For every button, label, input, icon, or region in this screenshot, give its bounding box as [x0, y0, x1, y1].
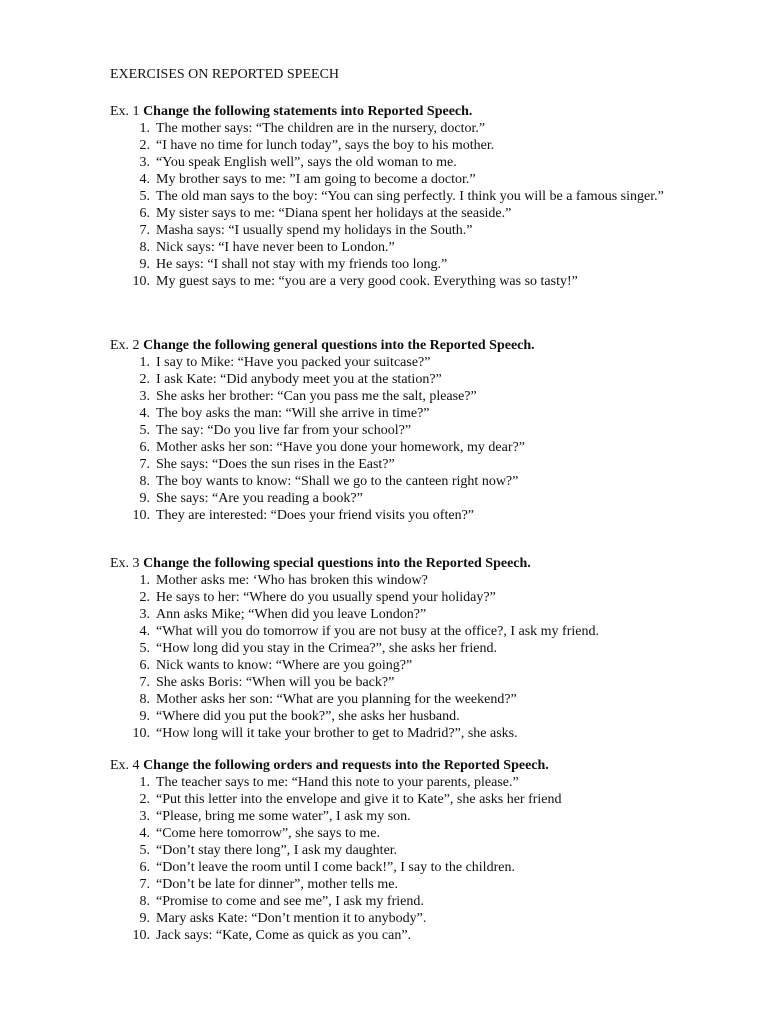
item-number: 4. — [139, 406, 150, 421]
item-number: 5. — [139, 189, 150, 204]
item-text: My guest says to me: “you are a very good cook. Everything was so tasty!” — [156, 274, 578, 289]
item-number: 1. — [139, 775, 150, 790]
item-number: 1. — [139, 573, 150, 588]
item-number: 4. — [139, 826, 150, 841]
list-item — [110, 606, 710, 623]
item-number: 3. — [139, 389, 150, 404]
item-text: “Don’t leave the room until I come back!”, I say to the children. — [156, 860, 515, 875]
item-number: 3. — [139, 607, 150, 622]
exercise-instruction: Change the following special questions into the Reported Speech. — [143, 556, 531, 571]
item-text: The boy wants to know: “Shall we go to the canteen right now?” — [156, 474, 519, 489]
list-item — [110, 456, 710, 473]
exercise-4-heading — [110, 757, 549, 774]
item-number: 3. — [139, 809, 150, 824]
item-text: The old man says to the boy: “You can sing perfectly. I think you will be a famous singer.” — [156, 189, 664, 204]
item-text: I say to Mike: “Have you packed your suitcase?” — [156, 355, 431, 370]
exercise-instruction: Change the following orders and requests into the Reported Speech. — [143, 758, 549, 773]
list-item — [110, 808, 710, 825]
exercise-label: Ex. 4 — [110, 758, 144, 773]
list-item — [110, 120, 710, 137]
list-item — [110, 154, 710, 171]
list-item — [110, 188, 710, 205]
item-number: 6. — [139, 440, 150, 455]
item-number: 7. — [139, 223, 150, 238]
item-number: 4. — [139, 172, 150, 187]
list-item — [110, 657, 710, 674]
exercise-2-heading — [110, 337, 535, 354]
item-text: The teacher says to me: “Hand this note to your parents, please.” — [156, 775, 519, 790]
exercise-1-list — [110, 120, 710, 290]
item-number: 7. — [139, 877, 150, 892]
exercise-1-heading — [110, 103, 472, 120]
list-item — [110, 640, 710, 657]
item-text: “Put this letter into the envelope and give it to Kate”, she asks her friend — [156, 792, 562, 807]
item-text: Nick says: “I have never been to London.” — [156, 240, 395, 255]
item-number: 9. — [139, 491, 150, 506]
item-number: 8. — [139, 240, 150, 255]
item-text: “Promise to come and see me”, I ask my friend. — [156, 894, 424, 909]
item-number: 5. — [139, 423, 150, 438]
list-item — [110, 239, 710, 256]
list-item — [110, 842, 710, 859]
item-number: 4. — [139, 624, 150, 639]
list-item — [110, 589, 710, 606]
list-item — [110, 893, 710, 910]
list-item — [110, 473, 710, 490]
list-item — [110, 507, 710, 524]
item-text: He says to her: “Where do you usually spend your holiday?” — [156, 590, 496, 605]
item-number: 10. — [132, 274, 150, 289]
list-item — [110, 490, 710, 507]
list-item — [110, 791, 710, 808]
list-item — [110, 774, 710, 791]
list-item — [110, 422, 710, 439]
item-text: “Don’t stay there long”, I ask my daughter. — [156, 843, 398, 858]
item-text: “Come here tomorrow”, she says to me. — [156, 826, 380, 841]
item-text: “Where did you put the book?”, she asks her husband. — [156, 709, 460, 724]
item-number: 10. — [132, 928, 150, 943]
item-text: “How long will it take your brother to get to Madrid?”, she asks. — [156, 726, 518, 741]
item-number: 5. — [139, 641, 150, 656]
list-item — [110, 927, 710, 944]
item-text: Mother asks her son: “Have you done your homework, my dear?” — [156, 440, 525, 455]
list-item — [110, 273, 710, 290]
item-text: Mother asks her son: “What are you planning for the weekend?” — [156, 692, 517, 707]
item-number: 9. — [139, 257, 150, 272]
item-text: Ann asks Mike; “When did you leave London?” — [156, 607, 427, 622]
item-text: Jack says: “Kate, Come as quick as you can”. — [156, 928, 412, 943]
item-text: She says: “Are you reading a book?” — [156, 491, 363, 506]
item-text: “You speak English well”, says the old woman to me. — [156, 155, 457, 170]
list-item — [110, 572, 710, 589]
item-text: Mary asks Kate: “Don’t mention it to anybody”. — [156, 911, 427, 926]
item-number: 9. — [139, 911, 150, 926]
item-number: 2. — [139, 372, 150, 387]
item-text: “I have no time for lunch today”, says the boy to his mother. — [156, 138, 495, 153]
item-number: 6. — [139, 206, 150, 221]
exercise-3-list — [110, 572, 710, 742]
item-text: She asks Boris: “When will you be back?” — [156, 675, 395, 690]
item-number: 10. — [132, 508, 150, 523]
item-text: “Don’t be late for dinner”, mother tells me. — [156, 877, 398, 892]
exercise-instruction: Change the following general questions into the Reported Speech. — [143, 338, 535, 353]
list-item — [110, 137, 710, 154]
exercise-label: Ex. 2 — [110, 338, 144, 353]
item-text: The mother says: “The children are in the nursery, doctor.” — [156, 121, 486, 136]
item-text: Nick wants to know: “Where are you going?” — [156, 658, 413, 673]
item-text: “What will you do tomorrow if you are not busy at the office?, I ask my friend. — [156, 624, 599, 639]
list-item — [110, 674, 710, 691]
item-text: My brother says to me: ”I am going to become a doctor.” — [156, 172, 476, 187]
item-text: The boy asks the man: “Will she arrive in time?” — [156, 406, 430, 421]
item-text: Masha says: “I usually spend my holidays in the South.” — [156, 223, 473, 238]
list-item — [110, 825, 710, 842]
list-item — [110, 171, 710, 188]
list-item — [110, 910, 710, 927]
exercise-3-heading — [110, 555, 531, 572]
list-item — [110, 859, 710, 876]
list-item — [110, 371, 710, 388]
item-number: 2. — [139, 792, 150, 807]
list-item — [110, 876, 710, 893]
item-number: 5. — [139, 843, 150, 858]
item-number: 8. — [139, 692, 150, 707]
exercise-instruction: Change the following statements into Reported Speech. — [143, 104, 473, 119]
list-item — [110, 388, 710, 405]
item-number: 1. — [139, 355, 150, 370]
item-text: I ask Kate: “Did anybody meet you at the station?” — [156, 372, 442, 387]
item-number: 8. — [139, 474, 150, 489]
exercise-label: Ex. 3 — [110, 556, 144, 571]
list-item — [110, 623, 710, 640]
item-text: She asks her brother: “Can you pass me the salt, please?” — [156, 389, 477, 404]
item-text: “Please, bring me some water”, I ask my son. — [156, 809, 411, 824]
item-text: They are interested: “Does your friend visits you often?” — [156, 508, 475, 523]
item-number: 2. — [139, 590, 150, 605]
item-number: 6. — [139, 860, 150, 875]
item-text: He says: “I shall not stay with my friends too long.” — [156, 257, 448, 272]
item-number: 1. — [139, 121, 150, 136]
item-text: My sister says to me: “Diana spent her holidays at the seaside.” — [156, 206, 512, 221]
item-text: The say: “Do you live far from your school?” — [156, 423, 412, 438]
item-number: 6. — [139, 658, 150, 673]
item-number: 7. — [139, 675, 150, 690]
list-item — [110, 222, 710, 239]
item-number: 2. — [139, 138, 150, 153]
list-item — [110, 725, 710, 742]
item-text: She says: “Does the sun rises in the East?” — [156, 457, 395, 472]
list-item — [110, 256, 710, 273]
item-text: “How long did you stay in the Crimea?”, she asks her friend. — [156, 641, 497, 656]
item-number: 7. — [139, 457, 150, 472]
list-item — [110, 691, 710, 708]
list-item — [110, 205, 710, 222]
exercise-4-list — [110, 774, 710, 944]
item-number: 10. — [132, 726, 150, 741]
list-item — [110, 708, 710, 725]
exercise-2-list — [110, 354, 710, 524]
item-text: Mother asks me: ‘Who has broken this window? — [156, 573, 428, 588]
item-number: 8. — [139, 894, 150, 909]
list-item — [110, 405, 710, 422]
item-number: 3. — [139, 155, 150, 170]
item-number: 9. — [139, 709, 150, 724]
page-title: EXERCISES ON REPORTED SPEECH — [110, 67, 340, 82]
exercise-label: Ex. 1 — [110, 104, 144, 119]
list-item — [110, 354, 710, 371]
list-item — [110, 439, 710, 456]
